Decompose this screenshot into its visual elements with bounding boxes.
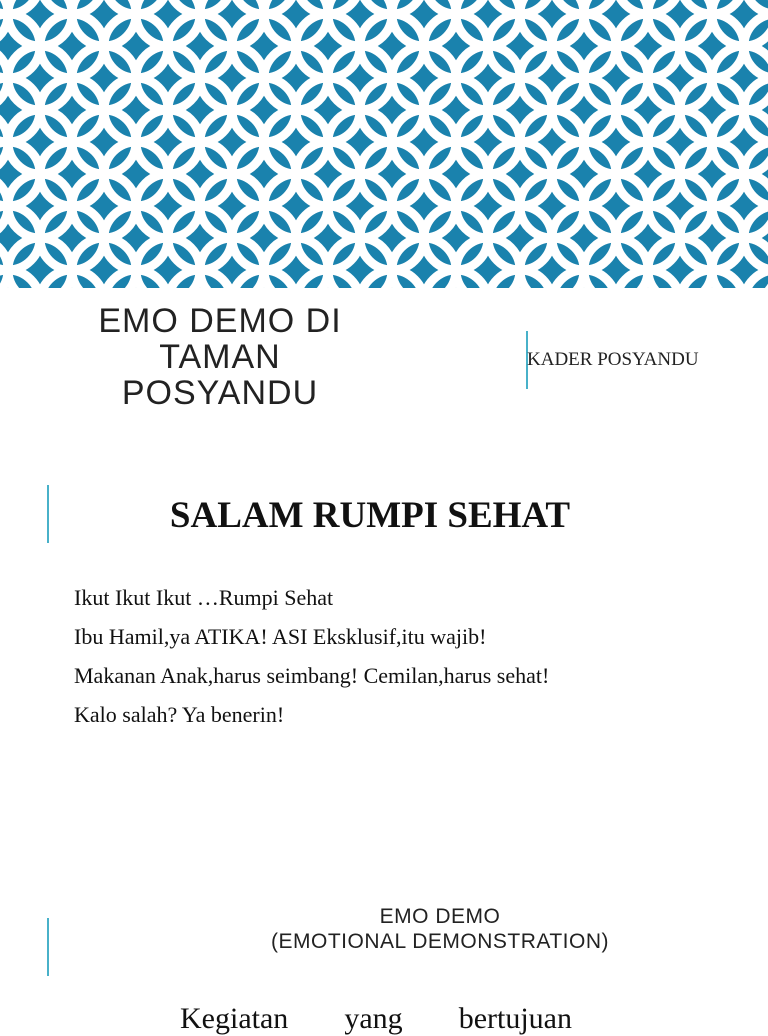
geometric-pattern-banner	[0, 0, 768, 288]
chant-line-2: Ibu Hamil,ya ATIKA! ASI Eksklusif,itu wajib!	[74, 624, 487, 649]
slide-title-line-1: EMO DEMO DI	[98, 302, 342, 340]
emo-demo-title	[0, 904, 768, 954]
emo-demo-body-text: Kegiatan yang bertujuan	[180, 1002, 572, 1035]
slide-title-line-3: POSYANDU	[121, 374, 319, 412]
emo-demo-title-line-2: (EMOTIONAL DEMONSTRATION)	[271, 930, 609, 953]
chant-line-3: Makanan Anak,harus seimbang! Cemilan,harus sehat!	[74, 663, 550, 688]
chant-line-1: Ikut Ikut Ikut …Rumpi Sehat	[74, 585, 334, 610]
banner-ring-pattern	[0, 0, 768, 288]
slide-heading: SALAM RUMPI SEHAT	[169, 495, 571, 536]
slide-title	[60, 303, 380, 411]
chant-lines	[74, 578, 549, 734]
chant-line-4: Kalo salah? Ya benerin!	[74, 702, 285, 727]
emo-demo-title-line-1: EMO DEMO	[379, 905, 501, 928]
slide-subtitle: KADER POSYANDU	[527, 349, 699, 370]
slide-title-line-2: TAMAN	[159, 338, 281, 376]
